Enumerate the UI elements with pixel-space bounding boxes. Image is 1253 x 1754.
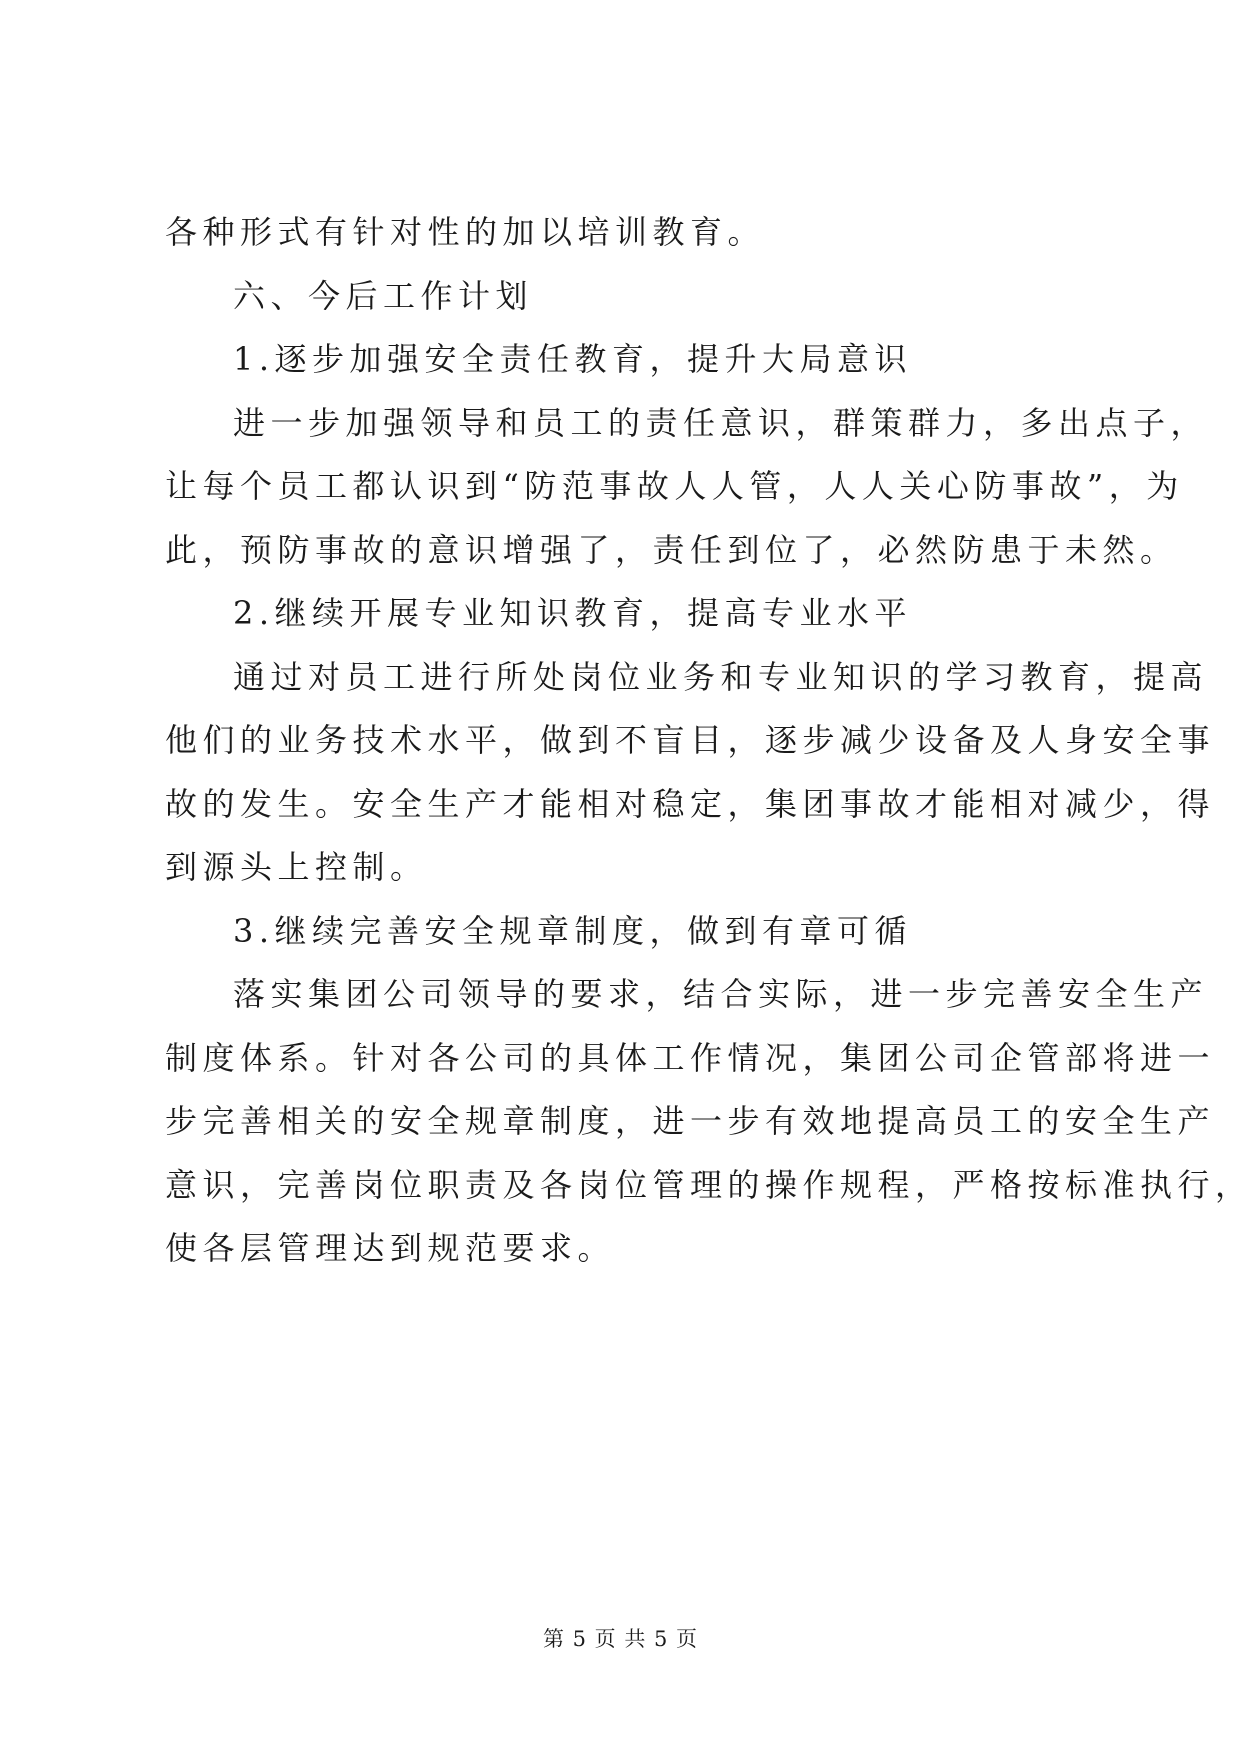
text-line: 各种形式有针对性的加以培训教育。 xyxy=(165,213,766,251)
subsection-heading: 2.继续开展专业知识教育，提高专业水平 xyxy=(233,594,913,632)
text-line: 制度体系。针对各公司的具体工作情况，集团公司企管部将进一 xyxy=(165,1038,1216,1077)
text-line: 他们的业务技术水平，做到不盲目，逐步减少设备及人身安全事 xyxy=(165,721,1216,759)
text-line: 故的发生。安全生产才能相对稳定，集团事故才能相对减少，得 xyxy=(165,784,1216,823)
page-number-footer: 第 5 页 共 5 页 xyxy=(542,1627,699,1651)
text-line: 意识，完善岗位职责及各岗位管理的操作规程，严格按标准执行， xyxy=(165,1165,1253,1204)
text-line: 使各层管理达到规范要求。 xyxy=(165,1229,616,1267)
subsection-heading: 3.继续完善安全规章制度，做到有章可循 xyxy=(233,911,913,950)
text-line: 进一步加强领导和员工的责任意识，群策群力，多出点子， xyxy=(233,403,1209,442)
text-line: 此，预防事故的意识增强了，责任到位了，必然防患于未然。 xyxy=(165,530,1178,569)
section-heading: 六、今后工作计划 xyxy=(233,276,534,315)
body-text xyxy=(165,201,1253,1281)
subsection-heading: 1.逐步加强安全责任教育，提升大局意识 xyxy=(233,340,913,378)
text-line: 到源头上控制。 xyxy=(165,848,428,886)
text-line: 落实集团公司领导的要求，结合实际，进一步完善安全生产 xyxy=(233,975,1209,1013)
text-line: 让每个员工都认识到“防范事故人人管，人人关心防事故”，为 xyxy=(165,467,1184,505)
text-line: 步完善相关的安全规章制度，进一步有效地提高员工的安全生产 xyxy=(165,1102,1216,1140)
text-line: 通过对员工进行所处岗位业务和专业知识的学习教育，提高 xyxy=(233,657,1209,696)
